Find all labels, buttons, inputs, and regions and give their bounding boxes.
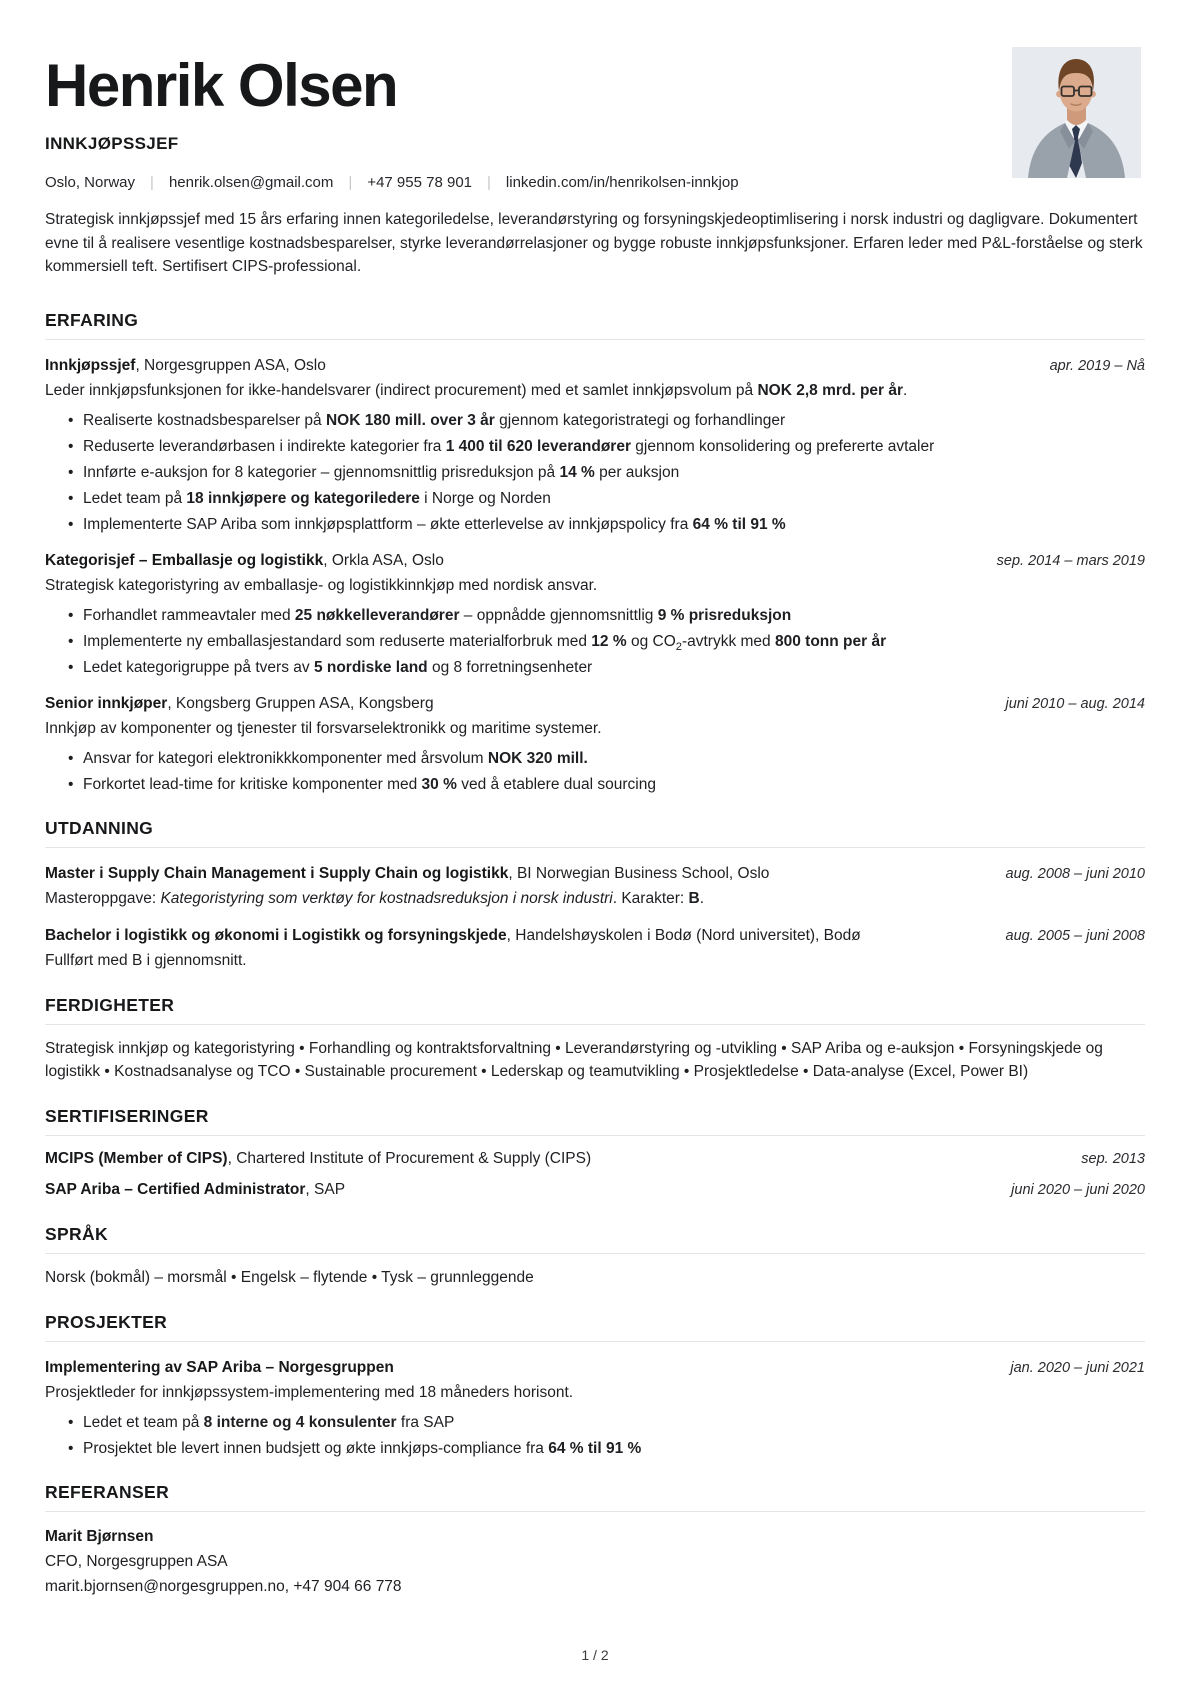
section-heading-utdanning: UTDANNING: [45, 817, 1145, 848]
job-title: Kategorisjef – Emballasje og logistikk: [45, 551, 324, 569]
job-company: , Kongsberg Gruppen ASA, Kongsberg: [167, 694, 434, 712]
reference-role: CFO, Norgesgruppen ASA: [45, 1552, 228, 1570]
certification-title: SAP Ariba – Certified Administrator: [45, 1180, 306, 1198]
bullet-list: [68, 1412, 1145, 1459]
entry-title-line: [45, 1148, 611, 1169]
entry-description: Leder innkjøpsfunksjonen for ikke-handelsvarer (indirect procurement) med et samlet innkjøpsvolum på NOK 2,8 mrd. per år.: [45, 381, 908, 399]
bullet-item: • Ledet team på 18 innkjøpere og kategoriledere i Norge og Norden: [68, 488, 1145, 509]
job-company: , Norgesgruppen ASA, Oslo: [135, 356, 326, 374]
entry-date: sep. 2013: [1081, 1150, 1145, 1167]
entry-header: [45, 355, 1145, 377]
project-entry: [45, 1357, 1145, 1459]
entry-description: Masteroppgave: Kategoristyring som verktøy for kostnadsreduksjon i norsk industri. Karakter: B.: [45, 889, 705, 907]
section-heading-referanser: REFERANSER: [45, 1481, 1145, 1512]
reference-contact: marit.bjornsen@norgesgruppen.no, +47 904 66 778: [45, 1577, 402, 1595]
entry-header: [45, 925, 1145, 947]
entry-title-line: [45, 1357, 414, 1378]
entry-title-line: [45, 355, 346, 376]
profile-photo: [1012, 47, 1141, 178]
reference-name: Marit Bjørnsen: [45, 1527, 154, 1545]
skills-text: Strategisk innkjøp og kategoristyring • Forhandling og kontraktsforvaltning • Leverandørstyring og -utvikling • SAP Ariba og e-auksjon • Forsyningskjede og logistikk • Kostnadsanalyse og TCO • Sustainable procurement • Lederskap og teamutvikling • Prosjektledelse • Data-analyse (Excel, Power BI): [45, 1039, 1103, 1080]
contact-email[interactable]: henrik.olsen@gmail.com: [168, 174, 334, 191]
bullet-item: • Realiserte kostnadsbesparelser på NOK 180 mill. over 3 år gjennom kategoristrategi og forhandlinger: [68, 410, 1145, 431]
experience-entry: [45, 550, 1145, 678]
bullet-item: • Innførte e-auksjon for 8 kategorier – gjennomsnittlig prisreduksjon på 14 % per auksjon: [68, 462, 1145, 483]
entry-title-line: [45, 693, 454, 714]
bullet-item: • Forkortet lead-time for kritiske komponenter med 30 % ved å etablere dual sourcing: [68, 774, 1145, 795]
job-title: Senior innkjøper: [45, 694, 168, 712]
section-heading-ferdigheter: FERDIGHETER: [45, 994, 1145, 1025]
bullet-item: • Reduserte leverandørbasen i indirekte kategorier fra 1 400 til 620 leverandører gjennom konsolidering og prefererte avtaler: [68, 436, 1145, 457]
certification-issuer: , SAP: [305, 1180, 346, 1198]
entry-header: [45, 863, 1145, 885]
entry-header: [45, 1179, 1145, 1201]
contact-linkedin[interactable]: linkedin.com/in/henrikolsen-innkjop: [505, 174, 739, 191]
entry-title-line: [45, 1179, 365, 1200]
entry-date: jan. 2020 – juni 2021: [1010, 1359, 1145, 1376]
page-number: 1 / 2: [581, 1647, 609, 1663]
job-title: Innkjøpssjef: [45, 356, 136, 374]
reference-entry: [45, 1524, 1145, 1599]
certification-entry: [45, 1148, 1145, 1170]
certification-title: MCIPS (Member of CIPS): [45, 1149, 228, 1167]
entry-title-line: [45, 925, 881, 946]
entry-description: Innkjøp av komponenter og tjenester til forsvarselektronikk og maritime systemer.: [45, 719, 602, 737]
bullet-item: • Ledet et team på 8 interne og 4 konsulenter fra SAP: [68, 1412, 1145, 1433]
entry-date: apr. 2019 – Nå: [1049, 357, 1145, 374]
bullet-item: • Implementerte SAP Ariba som innkjøpsplattform – økte etterlevelse av innkjøpspolicy fra 64 % til 91 %: [68, 514, 1145, 535]
degree-school: , Handelshøyskolen i Bodø (Nord universitet), Bodø: [506, 926, 861, 944]
bullet-item: • Ansvar for kategori elektronikkkomponenter med årsvolum NOK 320 mill.: [68, 748, 1145, 769]
bullet-list: [68, 410, 1145, 535]
entry-title-line: [45, 550, 464, 571]
contact-phone: +47 955 78 901: [367, 174, 472, 191]
entry-date: aug. 2005 – juni 2008: [1005, 927, 1145, 944]
entry-description: Prosjektleder for innkjøpssystem-implementering med 18 måneders horisont.: [45, 1383, 574, 1401]
project-title: Implementering av SAP Ariba – Norgesgruppen: [45, 1358, 394, 1376]
entry-title-line: [45, 863, 789, 884]
section-heading-sprak: SPRÅK: [45, 1223, 1145, 1254]
experience-entry: [45, 355, 1145, 535]
certification-issuer: , Chartered Institute of Procurement & Supply (CIPS): [227, 1149, 592, 1167]
degree-school: , BI Norwegian Business School, Oslo: [508, 864, 770, 882]
section-heading-sertifiseringer: SERTIFISERINGER: [45, 1105, 1145, 1136]
profile-summary: Strategisk innkjøpssjef med 15 års erfaring innen kategoriledelse, leverandørstyring og forsyningskjedeoptimlisering i norsk industri og dagligvare. Dokumentert evne til å realisere vesentlige kostnadsbesparelser, styrke leverandørrelasjoner og bygge robuste innkjøpsfunksjoner. Erfaren leder med P&L-forståelse og sterk kommersiell teft. Sertifisert CIPS-professional.: [45, 211, 1143, 275]
bullet-item: • Forhandlet rammeavtaler med 25 nøkkelleverandører – oppnådde gjennomsnittlig 9 % prisreduksjon: [68, 605, 1145, 626]
education-entry: [45, 925, 1145, 972]
contact-location: Oslo, Norway: [45, 174, 136, 191]
degree-title: Bachelor i logistikk og økonomi i Logistikk og forsyningskjede: [45, 926, 507, 944]
bullet-list: [68, 605, 1145, 678]
contact-separator: |: [150, 174, 154, 191]
section-heading-erfaring: ERFARING: [45, 309, 1145, 340]
bullet-list: [68, 748, 1145, 795]
contact-separator: |: [348, 174, 353, 191]
section-heading-prosjekter: PROSJEKTER: [45, 1311, 1145, 1342]
entry-date: sep. 2014 – mars 2019: [996, 552, 1145, 569]
person-name: Henrik Olsen: [45, 52, 398, 119]
entry-header: [45, 693, 1145, 715]
entry-description: Strategisk kategoristyring av emballasje- og logistikkinnkjøp med nordisk ansvar.: [45, 576, 598, 594]
education-entry: [45, 863, 1145, 910]
languages-text: Norsk (bokmål) – morsmål • Engelsk – flytende • Tysk – grunnleggende: [45, 1268, 534, 1286]
entry-date: juni 2020 – juni 2020: [1011, 1181, 1145, 1198]
bullet-item: • Ledet kategorigruppe på tvers av 5 nordiske land og 8 forretningsenheter: [68, 657, 1145, 678]
entry-header: [45, 1357, 1145, 1379]
degree-title: Master i Supply Chain Management i Supply Chain og logistikk: [45, 864, 509, 882]
entry-description: Fullført med B i gjennomsnitt.: [45, 951, 247, 969]
job-company: , Orkla ASA, Oslo: [323, 551, 444, 569]
certification-entry: [45, 1179, 1145, 1201]
contact-separator: |: [487, 174, 491, 191]
entry-header: [45, 1148, 1145, 1170]
contact-row: [45, 173, 1145, 193]
entry-header: [45, 550, 1145, 572]
entry-date: juni 2010 – aug. 2014: [1005, 695, 1145, 712]
experience-entry: [45, 693, 1145, 795]
entry-date: aug. 2008 – juni 2010: [1005, 865, 1145, 882]
bullet-item: • Prosjektet ble levert innen budsjett og økte innkjøps-compliance fra 64 % til 91 %: [68, 1438, 1145, 1459]
bullet-item: • Implementerte ny emballasjestandard som reduserte materialforbruk med 12 % og $CO_2$-avtrykk med 800 tonn per år: [68, 631, 1145, 652]
person-job-title: INNKJØPSSJEF: [45, 134, 179, 153]
